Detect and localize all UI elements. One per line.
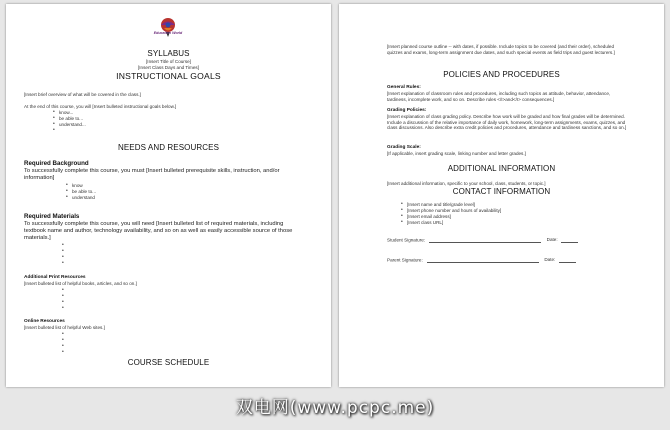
parent-date-label: Date:	[544, 257, 556, 263]
student-signature-line	[387, 237, 578, 243]
contact-bullet: • [Insert class URL]	[407, 220, 443, 226]
goals-bullet: • understand...	[59, 122, 86, 128]
background-bullet: • know	[72, 183, 83, 189]
required-materials-text: To successfully complete this course, you will need [Insert bulleted list of required materials, including textbook name and author, technology availability, and so on as well as easily accessible source of those materials.]	[24, 221, 293, 241]
additional-information-text: [Insert additional information, specific to your school, class, students, or topic.]	[387, 181, 546, 186]
logo-text: Education World	[153, 31, 183, 35]
course-schedule-heading: COURSE SCHEDULE	[127, 358, 210, 367]
goals-bullet: • know...	[59, 110, 73, 116]
site-watermark: 双电网(www.pcpc.me)	[235, 398, 435, 418]
additional-information-heading: ADDITIONAL INFORMATION	[447, 164, 556, 173]
document-page-right	[339, 4, 664, 387]
grading-scale-text: [If applicable, insert grading scale, linking number and letter grades.]	[387, 151, 526, 156]
online-resources-text: [Insert bulleted list of helpful Web sites.]	[24, 325, 105, 330]
student-signature-blank	[429, 237, 541, 243]
print-resources-text: [Insert bulleted list of helpful books, articles, and so on.]	[24, 281, 137, 286]
goals-bullet: • be able to...	[59, 116, 83, 122]
online-resources-heading: Online Resources	[24, 319, 65, 324]
course-outline-text: [Insert planned course outline -- with dates, if possible. Include topics to be covered (and their order), scheduled quizzes and exams, long-term assignment due dates, and such special events as field trips and guest lecturers.]	[387, 44, 615, 55]
required-materials-heading: Required Materials	[24, 213, 80, 220]
contact-bullet: • [Insert name and title/grade level]	[407, 202, 475, 208]
parent-date-blank	[559, 257, 576, 263]
insert-class-days: [Insert Class Days and Times]	[137, 65, 199, 70]
general-rules-text: [Insert explanation of classroom rules and procedures, including such topics as attitude, behavior, attendance, tardiness, incomplete work, and so on. Describe rules </I>and</I> consequences.]	[387, 91, 611, 102]
student-date-blank	[561, 237, 578, 243]
additional-print-resources-heading: Additional Print Resources	[24, 275, 86, 280]
student-date-label: Date:	[546, 237, 558, 243]
general-rules-heading: General Rules:	[387, 85, 421, 90]
required-background-text: To successfully complete this course, you must [Insert bulleted prerequisite skills, instruction, and/or information]	[24, 168, 280, 181]
required-background-heading: Required Background	[24, 160, 89, 167]
syllabus-title: SYLLABUS	[147, 49, 190, 58]
contact-bullet: • [Insert phone number and hours of availability]	[407, 208, 501, 214]
background-bullet: • be able to...	[72, 189, 96, 195]
student-signature-label: Student Signature:	[387, 237, 426, 243]
overview-text: [Insert brief overview of what will be covered in the class.]	[24, 92, 141, 97]
document-page-left	[6, 4, 331, 387]
insert-course-title: [Insert Title of Course]	[146, 59, 191, 64]
grading-policies-text: [Insert explanation of class grading policy. Describe how work will be graded and how final grades will be determined. Include a discussion of the relative importance of daily work, homework, long-term assignments, exams, quizzes, and class discussions. Also describe extra credit policies and procedures, attendance and tardiness sanctions, and so on.]	[387, 114, 627, 131]
contact-bullet: • [Insert email address]	[407, 214, 451, 220]
needs-resources-heading: NEEDS AND RESOURCES	[117, 143, 220, 152]
instructional-goals-heading: INSTRUCTIONAL GOALS	[116, 71, 221, 81]
contact-information-heading: CONTACT INFORMATION	[452, 187, 551, 196]
parent-signature-blank	[427, 257, 539, 263]
parent-signature-label: Parent Signature:	[387, 257, 423, 263]
parent-signature-line	[387, 257, 576, 263]
policies-procedures-heading: POLICIES AND PROCEDURES	[443, 70, 560, 79]
grading-scale-heading: Grading Scale:	[387, 145, 421, 150]
goals-intro: At the end of this course, you will [Insert bulleted instructional goals below.]	[24, 104, 177, 109]
background-bullet: • understand	[72, 195, 95, 201]
grading-policies-heading: Grading Policies:	[387, 108, 427, 113]
